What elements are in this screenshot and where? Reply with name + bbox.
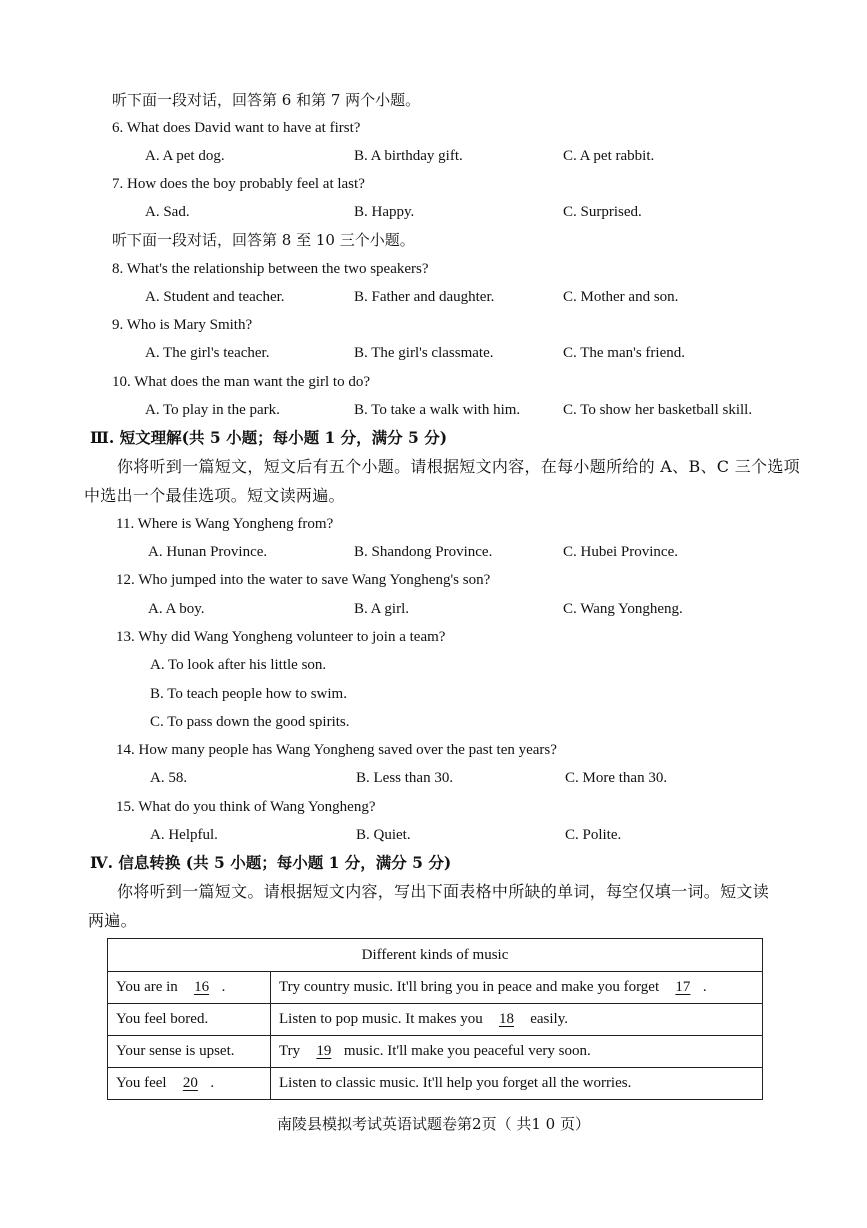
option-10a: A. To play in the park.: [145, 402, 280, 418]
table-cell-left: [108, 972, 271, 1004]
option-13c: C. To pass down the good spirits.: [150, 714, 350, 730]
cell-text: Try: [279, 1043, 301, 1059]
option-10b: B. To take a walk with him.: [354, 402, 521, 418]
question-13: 13. Why did Wang Yongheng volunteer to join a team?: [116, 629, 446, 645]
table-cell-left: [108, 1068, 271, 1100]
option-12a: A. A boy.: [148, 601, 205, 617]
cell-text: You are in: [116, 979, 178, 995]
table-cell-left: Your sense is upset.: [108, 1036, 271, 1068]
table-cell-right: [271, 1004, 763, 1036]
table-row: [108, 1036, 763, 1068]
option-7c: C. Surprised.: [563, 204, 642, 220]
table-header: Different kinds of music: [108, 939, 763, 972]
cell-text: .: [210, 1075, 215, 1091]
music-info-table: [107, 938, 763, 1100]
listening-instruction-8-10: 听下面一段对话，回答第 8 至 10 三个小题。: [112, 231, 415, 249]
section-4-instruction-line2: 两遍。: [88, 911, 137, 930]
question-12: 12. Who jumped into the water to save Wang Yongheng's son?: [116, 572, 491, 588]
question-10: 10. What does the man want the girl to do?: [112, 374, 370, 390]
cell-text: music. It'll make you peaceful very soon.: [343, 1043, 591, 1059]
option-13a: A. To look after his little son.: [150, 657, 327, 673]
option-15c: C. Polite.: [565, 827, 622, 843]
section-3-instruction-line2: 中选出一个最佳选项。短文读两遍。: [84, 486, 345, 505]
option-14b: B. Less than 30.: [356, 770, 454, 786]
question-8: 8. What's the relationship between the two speakers?: [112, 261, 429, 277]
table-cell-right: [271, 1036, 763, 1068]
question-14: 14. How many people has Wang Yongheng saved over the past ten years?: [116, 742, 557, 758]
table-cell-right: [271, 972, 763, 1004]
option-8b: B. Father and daughter.: [354, 289, 495, 305]
table-cell-left: You feel bored.: [108, 1004, 271, 1036]
table-cell-right: Listen to classic music. It'll help you forget all the worries.: [271, 1068, 763, 1100]
question-9: 9. Who is Mary Smith?: [112, 317, 253, 333]
option-6c: C. A pet rabbit.: [563, 148, 655, 164]
question-7: 7. How does the boy probably feel at last?: [112, 176, 365, 192]
page-footer: 南陵县模拟考试英语试题卷第2页（ 共1 0 页）: [277, 1115, 590, 1133]
question-6: 6. What does David want to have at first?: [112, 120, 361, 136]
listening-instruction-6-7: 听下面一段对话，回答第 6 和第 7 两个小题。: [112, 91, 421, 109]
option-11a: A. Hunan Province.: [148, 544, 268, 560]
cell-text: easily.: [530, 1011, 568, 1027]
cell-text: Listen to pop music. It makes you: [279, 1011, 483, 1027]
option-6b: B. A birthday gift.: [354, 148, 463, 164]
table-row: [108, 972, 763, 1004]
blank-17: 17: [675, 979, 691, 995]
option-8a: A. Student and teacher.: [145, 289, 285, 305]
question-11: 11. Where is Wang Yongheng from?: [116, 516, 334, 532]
option-15a: A. Helpful.: [150, 827, 218, 843]
option-12c: C. Wang Yongheng.: [563, 601, 683, 617]
cell-text: .: [702, 979, 707, 995]
option-14c: C. More than 30.: [565, 770, 668, 786]
option-9c: C. The man's friend.: [563, 345, 685, 361]
section-3-title: Ⅲ. 短文理解(共 5 小题；每小题 1 分，满分 5 分): [90, 428, 448, 447]
option-8c: C. Mother and son.: [563, 289, 679, 305]
option-11c: C. Hubei Province.: [563, 544, 678, 560]
table-row: [108, 1004, 763, 1036]
option-6a: A. A pet dog.: [145, 148, 225, 164]
option-10c: C. To show her basketball skill.: [563, 402, 753, 418]
option-9a: A. The girl's teacher.: [145, 345, 270, 361]
blank-20: 20: [182, 1075, 198, 1091]
option-7a: A. Sad.: [145, 204, 190, 220]
blank-19: 19: [316, 1043, 332, 1059]
option-9b: B. The girl's classmate.: [354, 345, 494, 361]
option-11b: B. Shandong Province.: [354, 544, 493, 560]
cell-text: Try country music. It'll bring you in peace and make you forget: [279, 979, 660, 995]
option-14a: A. 58.: [150, 770, 188, 786]
blank-16: 16: [194, 979, 210, 995]
blank-18: 18: [498, 1011, 514, 1027]
section-3-instruction-line1: 你将听到一篇短文，短文后有五个小题。请根据短文内容，在每小题所给的 A、B、C 三个选项: [117, 457, 800, 476]
question-15: 15. What do you think of Wang Yongheng?: [116, 799, 376, 815]
option-7b: B. Happy.: [354, 204, 415, 220]
option-12b: B. A girl.: [354, 601, 410, 617]
cell-text: .: [221, 979, 226, 995]
cell-text: You feel: [116, 1075, 167, 1091]
option-15b: B. Quiet.: [356, 827, 411, 843]
table-row: [108, 1068, 763, 1100]
section-4-instruction-line1: 你将听到一篇短文。请根据短文内容，写出下面表格中所缺的单词，每空仅填一词。短文读: [117, 882, 770, 901]
section-4-title: Ⅳ. 信息转换 (共 5 小题；每小题 1 分，满分 5 分): [90, 853, 452, 872]
option-13b: B. To teach people how to swim.: [150, 686, 347, 702]
